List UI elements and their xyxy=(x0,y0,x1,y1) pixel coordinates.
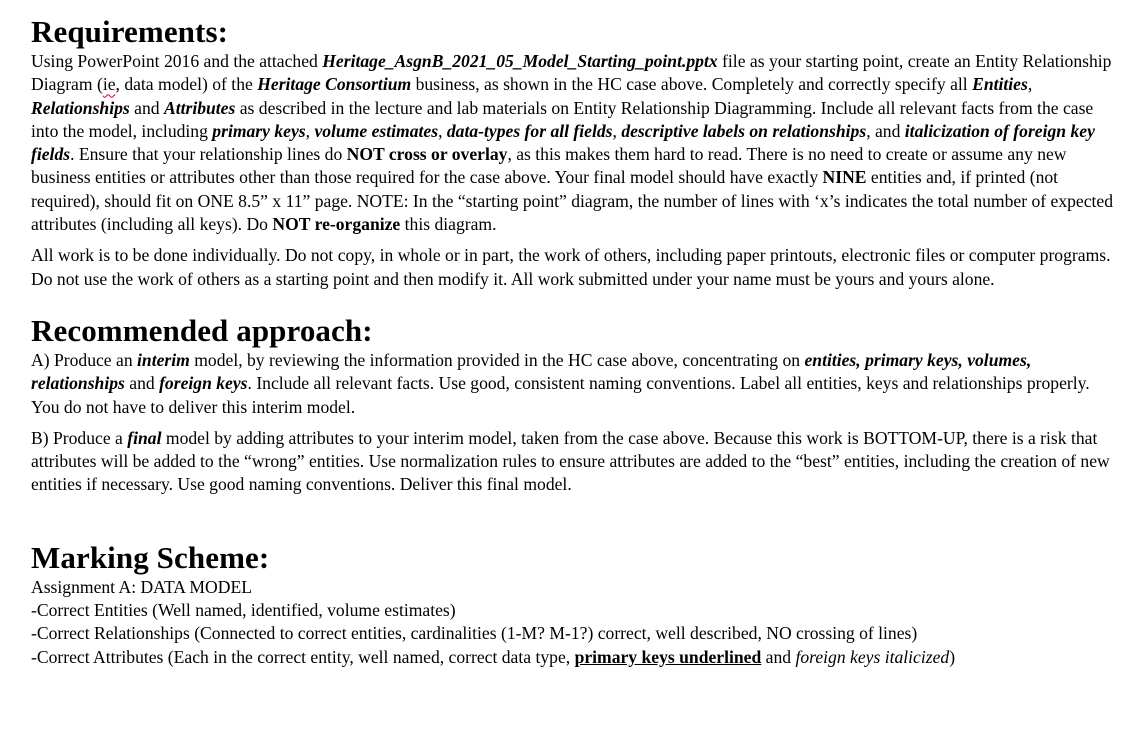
text-run: . Ensure that your relationship lines do xyxy=(70,144,347,165)
requirements-heading: Requirements: xyxy=(31,14,229,49)
text-run: model, by reviewing the information provided in the HC case above, concentrating on xyxy=(189,349,805,370)
marking-line-assignment: Assignment A: DATA MODEL xyxy=(31,576,252,597)
marking-heading: Marking Scheme: xyxy=(31,539,270,575)
text-run: this diagram. xyxy=(400,214,497,235)
text-run: and xyxy=(129,97,164,118)
text-run: ) xyxy=(949,646,956,667)
term-attributes: Attributes xyxy=(163,97,236,118)
text-run: , xyxy=(305,120,315,141)
text-run: and xyxy=(761,646,796,667)
term-nine: NINE xyxy=(822,167,867,188)
text-run: , xyxy=(1027,74,1033,95)
term-entity-list: entities, primary keys, volumes, relationships xyxy=(31,349,1032,394)
marking-line-attributes xyxy=(31,646,1121,669)
spellcheck-word-ie: ie xyxy=(102,74,116,95)
text-run: , as this makes them hard to read. There is no need to create or assume any new business entities or attributes other than those required for the case above. Your final model should have exactly xyxy=(31,144,1067,188)
text-run: model by adding attributes to your interim model, taken from the case above. Because this work is BOTTOM-UP, there is a risk that attributes will be added to the “wrong” entities. Use normalization rules to ensure attributes are added to the “best” entities, including the creation of new entities if necessary. Use good naming conventions. Deliver this final model. xyxy=(31,427,1110,495)
text-run: . Include all relevant facts. Use good, consistent naming conventions. Label all entities, keys and relationships properly. You do not have to deliver this interim model. xyxy=(31,373,1090,417)
text-run: , xyxy=(612,120,622,141)
approach-step-a xyxy=(31,349,1121,419)
approach-heading: Recommended approach: xyxy=(31,312,373,348)
term-final: final xyxy=(127,427,162,448)
text-run: , data model) of the xyxy=(115,74,258,95)
term-primary-keys: primary keys xyxy=(212,120,306,141)
text-run: -Correct Attributes (Each in the correct entity, well named, correct data type, xyxy=(31,646,575,667)
term-not-cross: NOT cross or overlay xyxy=(346,144,508,165)
term-foreign-keys-italicized: foreign keys italicized xyxy=(795,646,950,667)
text-run: file as your starting point, create an Entity Relationship Diagram ( xyxy=(31,51,1112,95)
term-descriptive-labels: descriptive labels on relationships xyxy=(621,120,867,141)
text-run: and xyxy=(124,373,160,394)
term-not-reorganize: NOT re-organize xyxy=(272,214,401,235)
requirements-paragraph-2: All work is to be done individually. Do not copy, in whole or in part, the work of others, including paper printouts, electronic files or computer programs. Do not use the work of others as a starting point and then modify it. All work submitted under your name must be yours and yours alone. xyxy=(31,245,1111,289)
term-interim: interim xyxy=(137,349,190,370)
term-data-types: data-types for all fields xyxy=(446,120,613,141)
heritage-consortium: Heritage Consortium xyxy=(257,74,412,95)
text-run: , xyxy=(438,120,447,141)
term-volume-estimates: volume estimates xyxy=(314,120,439,141)
requirements-paragraph-1 xyxy=(31,50,1121,236)
text-run: , and xyxy=(866,120,905,141)
approach-step-b xyxy=(31,427,1121,497)
document-page xyxy=(31,14,1121,669)
text-run: business, as shown in the HC case above. Completely and correctly specify all xyxy=(411,74,973,95)
text-run: B) Produce a xyxy=(31,427,128,448)
term-foreign-keys: foreign keys xyxy=(159,373,248,394)
term-entities: Entities xyxy=(972,74,1028,95)
term-italicization: italicization of foreign key fields xyxy=(31,120,1095,165)
marking-line-entities: -Correct Entities (Well named, identified, volume estimates) xyxy=(31,600,456,621)
term-primary-keys-underlined: primary keys underlined xyxy=(574,646,762,667)
text-run: A) Produce an xyxy=(31,349,138,370)
starting-point-filename: Heritage_AsgnB_2021_05_Model_Starting_point.pptx xyxy=(322,51,718,71)
term-relationships: Relationships xyxy=(31,97,130,118)
text-run: Using PowerPoint 2016 and the attached xyxy=(31,51,323,71)
text-run: entities and, if printed (not required), should fit on ONE 8.5” x 11” page. NOTE: In the “starting point” diagram, the number of lines with ‘x’s indicates the total number of expected attributes (including all keys). Do xyxy=(31,167,1114,235)
marking-line-relationships: -Correct Relationships (Connected to correct entities, cardinalities (1-M? M-1?) correct, well described, NO crossing of lines) xyxy=(31,623,918,644)
text-run: as described in the lecture and lab materials on Entity Relationship Diagramming. Include all relevant facts from the case into the model, including xyxy=(31,97,1094,141)
